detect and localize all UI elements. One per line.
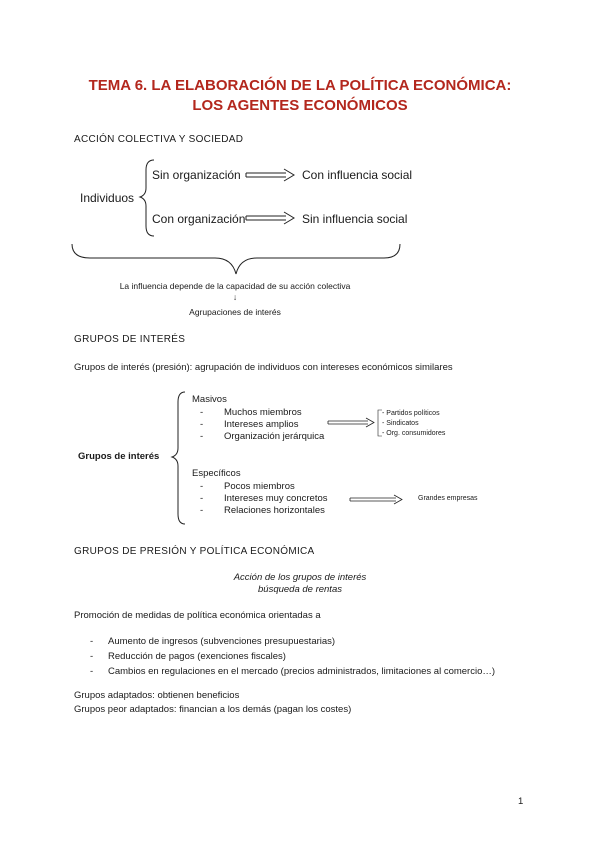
masivos-example: - Sindicatos [382,420,419,427]
bullet-item: - Reducción de pagos (exenciones fiscales) [90,651,286,662]
masivos-example: - Org. consumidores [382,430,446,437]
section-heading-grupos-presion: GRUPOS DE PRESIÓN Y POLÍTICA ECONÓMICA [74,546,315,557]
down-arrow: ↓ [232,292,238,302]
sin-organizacion-label: Sin organización [152,168,241,182]
individuos-brace [140,160,154,236]
grupos-brace [172,392,185,524]
sin-influencia-label: Sin influencia social [302,212,408,226]
agrupaciones-text: Agrupaciones de interés [189,307,281,317]
especificos-arrow [350,495,402,504]
masivos-arrow [328,418,374,427]
masivos-item: - Muchos miembros [200,407,302,418]
bullet-item: - Aumento de ingresos (subvenciones presupuestarias) [90,636,336,647]
individuos-label: Individuos [80,191,135,205]
page-title-line-1: TEMA 6. LA ELABORACIÓN DE LA POLÍTICA ECONÓMICA: [88,77,512,94]
section-heading-accion-colectiva: ACCIÓN COLECTIVA Y SOCIEDAD [74,134,244,145]
especificos-example: Grandes empresas [418,495,478,502]
masivos-item: - Organización jerárquica [200,431,325,442]
especificos-item: - Pocos miembros [200,481,295,492]
bullet-item: - Cambios en regulaciones en el mercado (precios administrados, limitaciones al comercio…) [90,666,496,677]
masivos-item: - Intereses amplios [200,419,299,430]
especificos-item: - Intereses muy concretos [200,493,328,504]
masivos-label: Masivos [192,394,227,405]
italic-line-2: búsqueda de rentas [258,584,342,595]
double-arrow-1 [246,169,294,181]
section-heading-grupos-interes: GRUPOS DE INTERÉS [74,334,186,345]
double-arrow-2 [246,212,294,224]
italic-line-1: Acción de los grupos de interés [233,572,367,583]
page-title-line-2: LOS AGENTES ECONÓMICOS [192,97,408,114]
con-organizacion-label: Con organización [152,212,246,226]
grupos-definition: Grupos de interés (presión): agrupación de individuos con intereses económicos similares [74,362,453,373]
horizontal-brace [72,244,400,274]
grupos-root-label: Grupos de interés [78,451,160,462]
masivos-example: - Partidos políticos [382,410,440,417]
influencia-text: La influencia depende de la capacidad de su acción colectiva [119,281,351,291]
promocion-text: Promoción de medidas de política económica orientadas a [74,610,321,621]
con-influencia-label: Con influencia social [302,168,413,182]
especificos-item: - Relaciones horizontales [200,505,325,516]
page-number: 1 [518,796,524,807]
especificos-label: Específicos [192,468,241,479]
grupos-adaptados: Grupos adaptados: obtienen beneficios [74,690,240,701]
grupos-peor-adaptados: Grupos peor adaptados: financian a los demás (pagan los costes) [74,704,352,715]
